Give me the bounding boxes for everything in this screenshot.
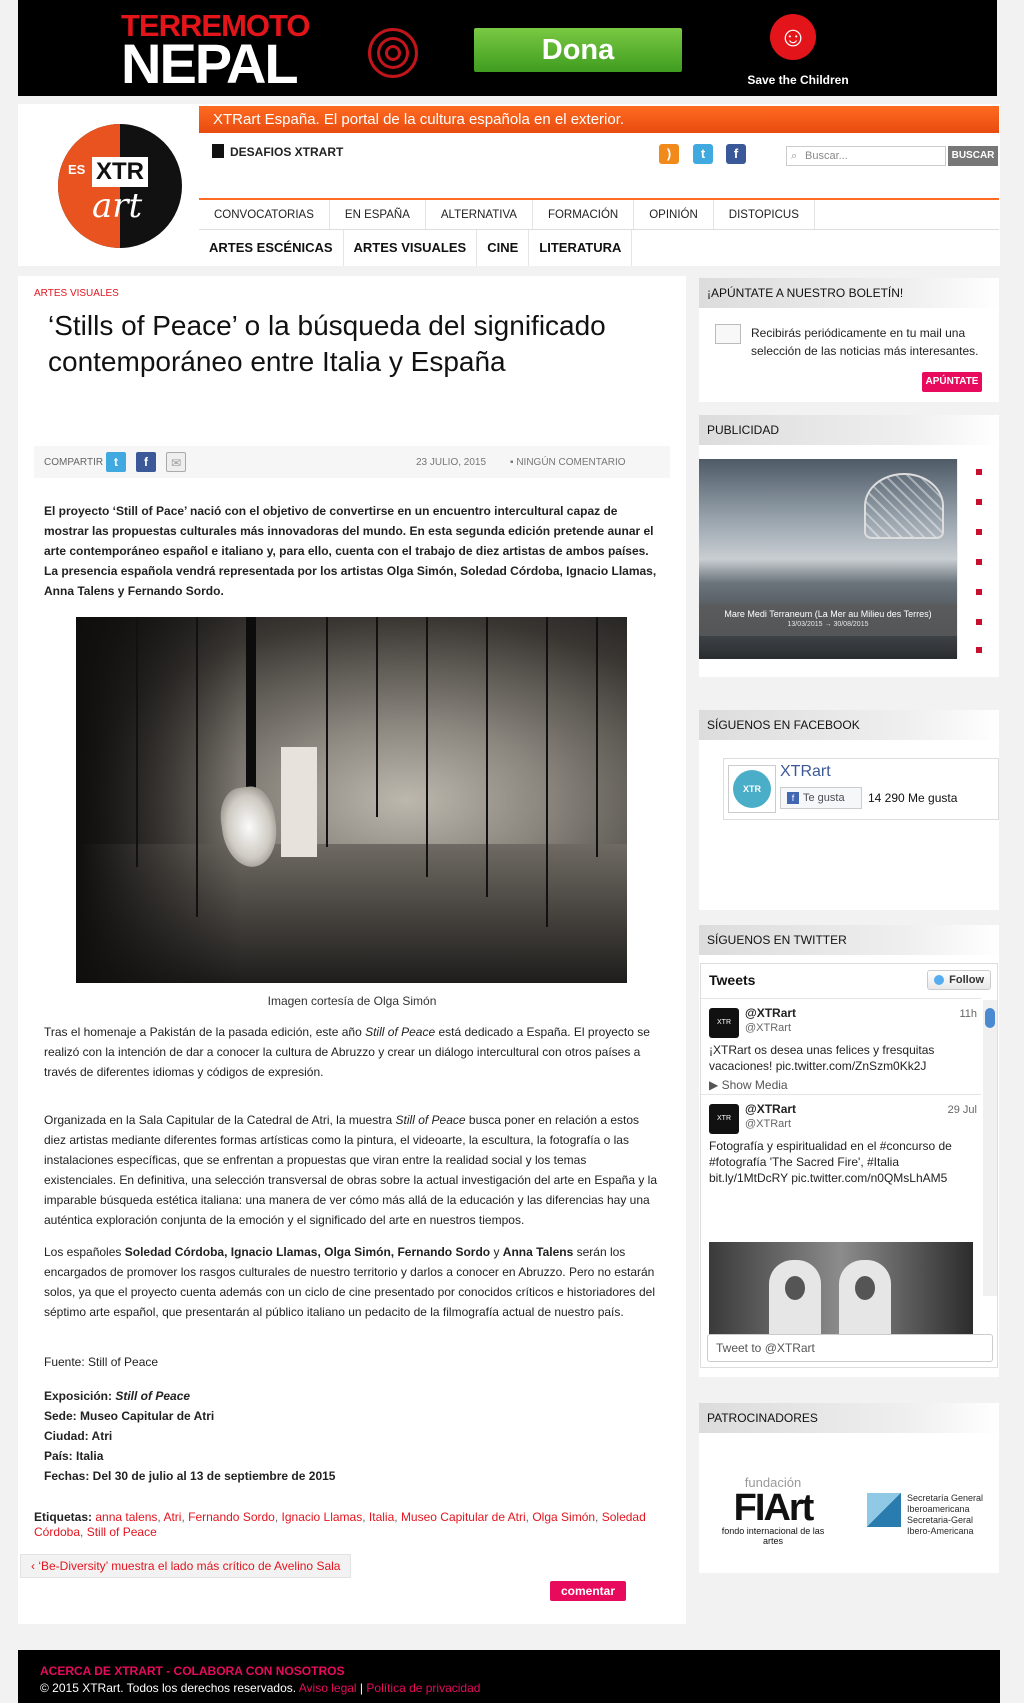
source: Fuente: Still of Peace [44,1355,159,1369]
share-email-icon[interactable]: ✉ [166,452,186,472]
ad-title: PUBLICIDAD [699,415,999,445]
nav-item-convocatorias[interactable]: CONVOCATORIAS [199,200,330,229]
save-the-children-icon: ☺ [770,14,816,60]
show-media-link[interactable]: ▶ Show Media [709,1078,788,1092]
nav-item-formacion[interactable]: FORMACIÓN [533,200,634,229]
nav-item-artes-visuales[interactable]: ARTES VISUALES [344,230,478,266]
twitter-bird-icon [934,975,944,985]
paragraph-1 [44,1022,660,1082]
article-category[interactable]: ARTES VISUALES [34,288,119,299]
fb-page-name[interactable]: XTRart [780,763,831,780]
sponsors-widget [699,1403,999,1573]
scrollbar-thumb[interactable] [985,1008,995,1028]
site-tagline: XTRart España. El portal de la cultura española en el exterior. [199,106,999,133]
donation-banner[interactable] [18,0,997,96]
tweet-to-input[interactable]: Tweet to @XTRart [707,1334,993,1362]
tweet-text: ¡XTRart os desea unas felices y fresquitas vacaciones! pic.twitter.com/ZnSzm0Kk2J [709,1043,935,1073]
twitter-icon[interactable]: t [693,144,713,164]
site-footer [18,1650,1000,1703]
p3-and: y [490,1245,503,1259]
rss-icon[interactable]: ) [659,144,679,164]
nav-item-alternativa[interactable]: ALTERNATIVA [426,200,533,229]
fb-avatar[interactable] [728,765,776,813]
facebook-widget [699,710,999,910]
tag-link[interactable]: Olga Simón [532,1510,596,1524]
spec-exposicion-value: Still of Peace [115,1389,191,1403]
ad-text-title: Mare Medi Terraneum (La Mer au Milieu des Terres) [724,609,932,619]
facebook-icon[interactable]: f [726,144,746,164]
fiart-name: FIArt [733,1487,813,1529]
p2-emphasis: Still of Peace [395,1113,466,1127]
flag-icon [212,144,224,158]
charity-name: Save the Children [747,73,849,87]
tweet-avatar[interactable]: XTR [709,1008,739,1038]
search-icon: ⌕ [791,150,798,162]
image-shadow [76,617,241,983]
fb-like-label: Te gusta [803,792,845,804]
paragraph-2 [44,1110,660,1230]
nav-item-opinion[interactable]: OPINIÓN [634,200,714,229]
image-rope [426,617,428,877]
facebook-icon: f [787,792,799,804]
tweet-author[interactable]: @XTRart [745,1102,797,1116]
logo-art: art [92,186,143,226]
p1-text-a: Tras el homenaje a Pakistán de la pasada edición, este año [44,1025,366,1039]
desafios-link[interactable] [212,144,343,159]
logo-es: ES [68,162,86,177]
tag-link[interactable]: Still of Peace [86,1525,157,1539]
p3-text-a: Los españoles [44,1245,125,1259]
follow-label: Follow [949,974,984,986]
search-input[interactable] [786,146,946,166]
article-title: ‘Stills of Peace’ o la búsqueda del significado contemporáneo entre Italia y España [48,310,606,377]
tag-link[interactable]: Ignacio Llamas [281,1510,363,1524]
exhibition-details [44,1386,335,1486]
target-icon [368,28,418,78]
envelope-icon [715,324,741,344]
tweet-time[interactable]: 11h [959,1008,977,1020]
tags-label: Etiquetas: [34,1510,93,1524]
divider [701,998,981,999]
footer-links[interactable]: ACERCA DE XTRART - COLABORA CON NOSOTROS [40,1664,345,1678]
facebook-page-box [723,758,999,820]
image-rope [326,617,328,847]
search-button[interactable]: BUSCAR [948,146,998,166]
privacy-link[interactable]: Política de privacidad [366,1681,481,1695]
newsletter-title: ¡APÚNTATE A NUESTRO BOLETÍN! [699,278,999,308]
donate-button[interactable]: Dona [474,28,682,72]
footer-separator: | [356,1681,367,1695]
ad-side-strip [957,459,999,659]
site-logo[interactable] [58,124,182,248]
tag-link[interactable]: Fernando Sordo [188,1510,275,1524]
fb-avatar-logo: XTR [733,770,771,808]
secondary-nav [199,230,632,266]
p3-text-b: serán los encargados de promover los rasgos culturales de nuestro territorio y darlos a conocer en Abruzzo. Pero no estarán solos, ya que el proyecto cuenta además con un ciclo de cine presentado por conocidos críticos e historiadores del séptimo arte español, que presentarán al público italiano un pedacito de la filmografía actual de nuestro país. [44,1245,656,1319]
comments-count-label: NINGÚN COMENTARIO [516,457,626,468]
twitter-widget [699,925,999,1377]
spec-ciudad: Ciudad: Atri [44,1429,113,1443]
desafios-label: DESAFIOS XTRART [230,145,344,159]
twitter-title: SÍGUENOS EN TWITTER [699,925,999,955]
comment-button[interactable]: comentar [550,1581,626,1601]
banner-headline-nepal: NEPAL [121,32,297,95]
tweets-label: Tweets [709,972,756,988]
p2-text-b: busca poner en relación a estos diez artistas mediante diferentes formas artísticas como la pintura, el videoarte, la escultura, la fotografía o las instalaciones específicas, que se enfrentan a propuestas que viran entre la realidad social y los temas existenciales. En definitiva, una selección transversal de obras sobre la actual investigación del arte en España y la imparable búsqueda estética italiana: una manera de ver cómo más allá de la educación y las diferencias hay una auténtica exploración conjunta de la emoción y el significado del arte en nuestros tiempos. [44,1113,658,1227]
p1-emphasis: Still of Peace [365,1025,436,1039]
image-rope [136,617,138,867]
article-image [76,617,627,983]
sponsor-fiart-logo[interactable] [713,1475,833,1546]
tag-link[interactable]: Italia [368,1510,395,1524]
nav-item-en-espana[interactable]: EN ESPAÑA [330,200,426,229]
tweet[interactable] [709,1004,977,1090]
nav-item-literatura[interactable]: LITERATURA [529,230,632,266]
image-rope [596,617,598,857]
sponsors-title: PATROCINADORES [699,1403,999,1433]
newsletter-widget [699,278,999,402]
nav-item-cine[interactable]: CINE [477,230,529,266]
segib-name: Secretaría General Iberoamericana Secretaria-Geral Ibero-Americana [907,1493,984,1536]
image-rope [196,617,198,917]
spec-exposicion-label: Exposición: [44,1389,116,1403]
share-facebook-icon[interactable]: f [136,452,156,472]
segib-mark [867,1493,901,1527]
p2-text-a: Organizada en la Sala Capitular de la Catedral de Atri, la muestra [44,1113,396,1127]
timeline-scrollbar[interactable] [983,1000,997,1296]
tweet-handle: @XTRart [745,1022,792,1034]
spec-pais: País: Italia [44,1449,104,1463]
site-header [18,104,1000,266]
spec-exposicion [44,1386,335,1406]
ad-widget [699,415,999,677]
twitter-timeline [700,963,998,1368]
tweet-handle: @XTRart [745,1118,792,1130]
fiart-subtitle: fondo internacional de las artes [721,1526,825,1546]
facebook-title: SÍGUENOS EN FACEBOOK [699,710,999,740]
legal-link[interactable]: Aviso legal [298,1681,357,1695]
article-lead: El proyecto ‘Still of Pace’ nació con el objetivo de convertirse en un encuentro intercultural capaz de mostrar las propuestas culturales más innovadoras del mundo. En esta segunda edición pretende aunar el arte contemporáneo español e italiano y, para ello, cuenta con el trabajo de diez artistas de ambos países. La presencia española vendrá representada por los artistas Olga Simón, Soledad Córdoba, Ignacio Llamas, Anna Talens y Fernando Sordo. [44,504,657,598]
tag-link[interactable]: Soledad Córdoba [34,1510,646,1539]
previous-post-link[interactable]: ‹ ‘Be-Diversity’ muestra el lado más crítico de Avelino Sala [20,1554,351,1578]
banner-headline: TERREMOTO [121,8,310,43]
image-rope [486,617,488,897]
article [18,276,686,1624]
fiart-top: fundación [744,1475,802,1490]
spec-fechas: Fechas: Del 30 de julio al 13 de septiembre de 2015 [44,1469,336,1483]
ad-text-dates: 13/03/2015 → 30/08/2015 [787,621,869,628]
tweet-time[interactable]: 29 Jul [947,1104,977,1116]
image-rope [376,617,378,817]
follow-button[interactable] [927,970,991,990]
nav-item-distopicus[interactable]: DISTOPICUS [714,200,815,229]
tweet-avatar[interactable]: XTR [709,1104,739,1134]
footer-copyright-line [40,1681,480,1695]
primary-nav [199,198,999,230]
logo-xtr: XTR [92,157,148,187]
tag-link[interactable]: Museo Capitular de Atri [400,1510,526,1524]
spec-sede: Sede: Museo Capitular de Atri [44,1409,215,1423]
subscribe-button[interactable]: APÚNTATE [922,372,982,392]
tag-link[interactable]: Atri [163,1510,182,1524]
newsletter-text: Recibirás periódicamente en tu mail una selección de las noticias más interesantes. [751,326,979,358]
image-caption: Imagen cortesía de Olga Simón [267,994,437,1008]
comments-count[interactable]: ▪ NINGÚN COMENTARIO [510,457,626,468]
share-label: COMPARTIR [44,457,104,468]
show-media-label: Show Media [721,1078,788,1092]
image-cable [246,617,256,792]
search-placeholder: Buscar... [805,150,848,162]
p3-last-name: Anna Talens [502,1245,574,1259]
copyright: © 2015 XTRart. Todos los derechos reservados. [40,1681,299,1695]
ad-dome [864,473,944,539]
share-twitter-icon[interactable]: t [106,452,126,472]
ad-banner[interactable] [699,459,957,659]
nav-item-artes-escenicas[interactable]: ARTES ESCÉNICAS [199,230,344,266]
paragraph-3 [44,1242,660,1322]
tweet-author[interactable]: @XTRart [745,1006,797,1020]
article-date: 23 JULIO, 2015 [416,457,487,468]
p1-text-b: está dedicado a España. El proyecto se realizó con la intención de dar a conocer la cultura de Abruzzo y crear un diálogo intercultural con otros países a través de diferentes idiomas y códigos de expresión. [44,1025,650,1079]
divider [701,1094,981,1095]
p3-names: Soledad Córdoba, Ignacio Llamas, Olga Simón, Fernando Sordo [124,1245,491,1259]
share-bar [34,446,670,478]
image-door [281,747,317,857]
tag-link[interactable]: anna talens [95,1510,158,1524]
fb-like-button[interactable] [780,787,862,809]
fb-like-count: 14 290 Me gusta [868,791,958,805]
image-rope [546,617,548,927]
tweet[interactable] [709,1100,977,1240]
tag-list: Etiquetas: anna talens, Atri, Fernando Sordo, Ignacio Llamas, Italia, Museo Capitular de Atri, Olga Simón, Soledad Córdoba, Still of Peace [34,1510,646,1539]
tweet-text: Fotografía y espiritualidad en el #concurso de #fotografía 'The Sacred Fire', #Italia bit.ly/1MtDcRY pic.twitter.com/n0QMsLhAM5 [709,1139,952,1185]
